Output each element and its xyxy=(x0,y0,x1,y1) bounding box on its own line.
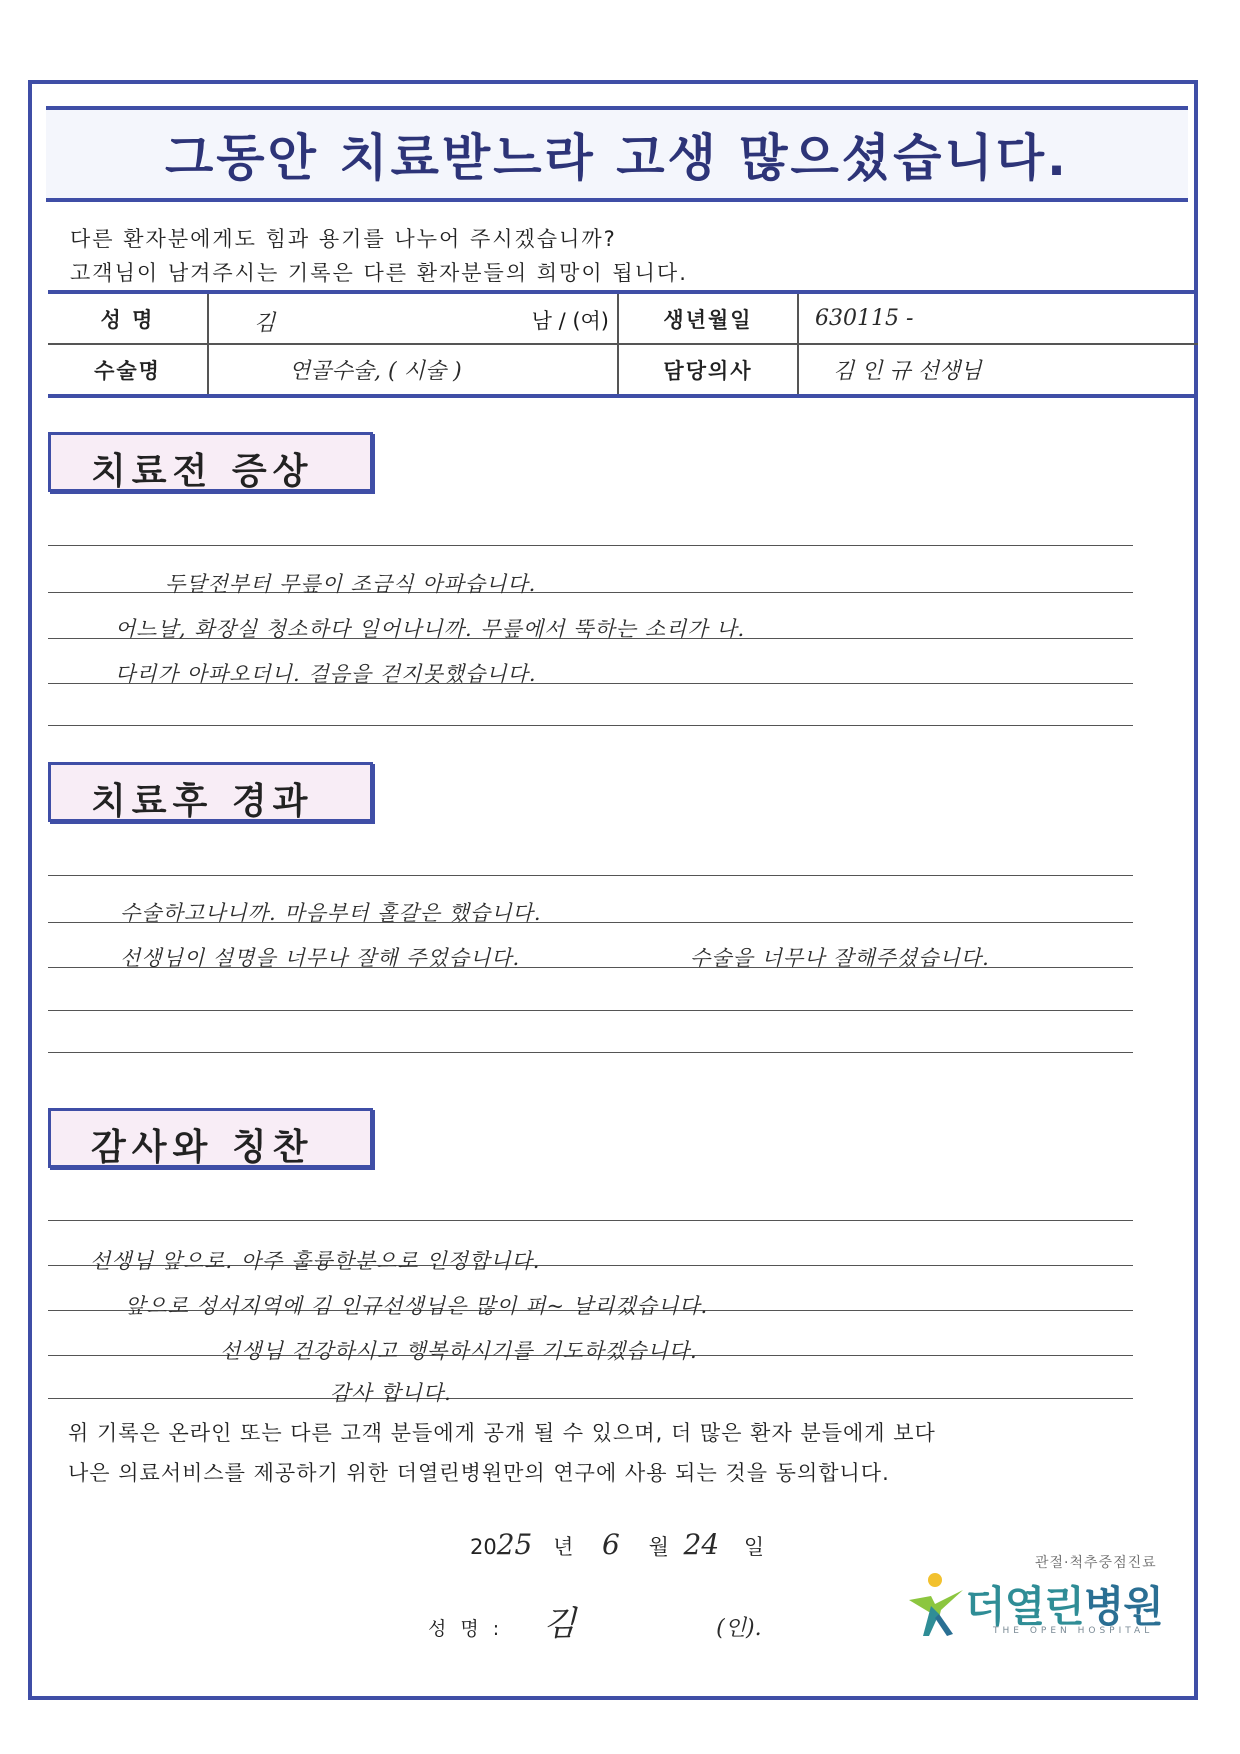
surgery-value: 연골수술, ( 시술 ) xyxy=(289,359,462,384)
month-label: 월 xyxy=(648,1535,669,1559)
section-thanks-title: 감사와 칭찬 xyxy=(91,1127,314,1168)
patient-info-table xyxy=(48,290,1198,398)
consent-line-1: 위 기록은 온라인 또는 다른 고객 분들에게 공개 될 수 있으며, 더 많은 환자 분들에게 보다 xyxy=(68,1421,936,1445)
birth-value: 630115 - xyxy=(815,306,914,331)
section-after-heading xyxy=(48,762,373,822)
logo-english: THE OPEN HOSPITAL xyxy=(993,1626,1154,1636)
thanks-line-4: 감사 합니다. xyxy=(330,1381,452,1405)
consent-line-2: 나은 의료서비스를 제공하기 위한 더열린병원만의 연구에 사용 되는 것을 동의합니다. xyxy=(68,1461,890,1485)
before-line-1: 두달전부터 무릎이 조금식 아파습니다. xyxy=(165,572,537,596)
before-line-3: 다리가 아파오더니. 걸음을 걷지못했습니다. xyxy=(115,662,537,686)
info-row-1 xyxy=(48,292,1198,344)
year-prefix: 20 xyxy=(470,1535,497,1559)
logo-name xyxy=(965,1574,1163,1634)
intro-line-1: 다른 환자분에게도 힘과 용기를 나누어 주시겠습니까? xyxy=(70,227,617,251)
ruled-line xyxy=(48,725,1133,726)
section-before-heading xyxy=(48,432,373,492)
gender-value: 남 / (여) xyxy=(531,309,609,333)
surgery-cell xyxy=(208,344,618,396)
ruled-line xyxy=(48,1220,1133,1221)
date-line xyxy=(470,1528,764,1561)
day-value: 24 xyxy=(683,1528,720,1561)
ruled-line xyxy=(48,875,1133,876)
year-hand: 25 xyxy=(496,1528,533,1561)
doctor-value: 김 인 규 선생님 xyxy=(833,359,982,384)
signature-name: 김 xyxy=(543,1604,577,1644)
section-before-title: 치료전 증상 xyxy=(91,451,314,492)
day-label: 일 xyxy=(743,1535,765,1559)
surgery-label: 수술명 xyxy=(48,344,208,396)
ruled-line xyxy=(48,1398,1133,1399)
page-title: 그동안 치료받느라 고생 많으셨습니다. xyxy=(164,129,1069,187)
name-label: 성 명 xyxy=(48,292,208,344)
logo-figure-icon xyxy=(905,1570,967,1640)
after-line-3: 수술을 너무나 잘해주셨습니다. xyxy=(690,946,990,970)
doctor-label: 담당의사 xyxy=(618,344,798,396)
intro-line-2: 고객님이 남겨주시는 기록은 다른 환자분들의 희망이 됩니다. xyxy=(70,261,688,285)
ruled-line xyxy=(48,1052,1133,1053)
name-cell xyxy=(208,292,618,344)
birth-cell xyxy=(798,292,1198,344)
header-banner xyxy=(46,106,1188,202)
ruled-line xyxy=(48,545,1133,546)
birth-label: 생년월일 xyxy=(618,292,798,344)
signature-label: 성 명 : xyxy=(428,1618,504,1640)
doctor-cell xyxy=(798,344,1198,396)
thanks-line-2: 앞으로 성서지역에 김 인규선생님은 많이 퍼~ 날리겠습니다. xyxy=(125,1294,709,1318)
year-label: 년 xyxy=(553,1535,574,1559)
section-thanks-heading xyxy=(48,1108,373,1168)
info-row-2 xyxy=(48,344,1198,396)
hospital-logo xyxy=(905,1552,1165,1642)
signature-line xyxy=(428,1596,762,1645)
name-value: 김 xyxy=(254,311,276,336)
before-line-2: 어느날, 화장실 청소하다 일어나니까. 무릎에서 뚝하는 소리가 나. xyxy=(115,617,746,641)
logo-name-part2: 병원 xyxy=(1083,1582,1163,1631)
consent-text xyxy=(68,1413,936,1493)
logo-name-part1: 더열린 xyxy=(965,1582,1084,1631)
logo-tagline: 관절·척추중점진료 xyxy=(1035,1555,1157,1571)
signature-seal: (인). xyxy=(716,1616,762,1641)
intro-text xyxy=(70,222,688,290)
after-line-1: 수술하고나니까. 마음부터 홀갈은 했습니다. xyxy=(120,901,542,925)
section-after-title: 치료후 경과 xyxy=(91,781,314,822)
thanks-line-3: 선생님 건강하시고 행복하시기를 기도하겠습니다. xyxy=(220,1339,698,1363)
ruled-line xyxy=(48,1010,1133,1011)
after-line-2: 선생님이 설명을 너무나 잘해 주었습니다. xyxy=(120,946,521,970)
thanks-line-1: 선생님 앞으로. 아주 훌륭한분으로 인정합니다. xyxy=(90,1249,541,1273)
month-value: 6 xyxy=(602,1528,620,1561)
